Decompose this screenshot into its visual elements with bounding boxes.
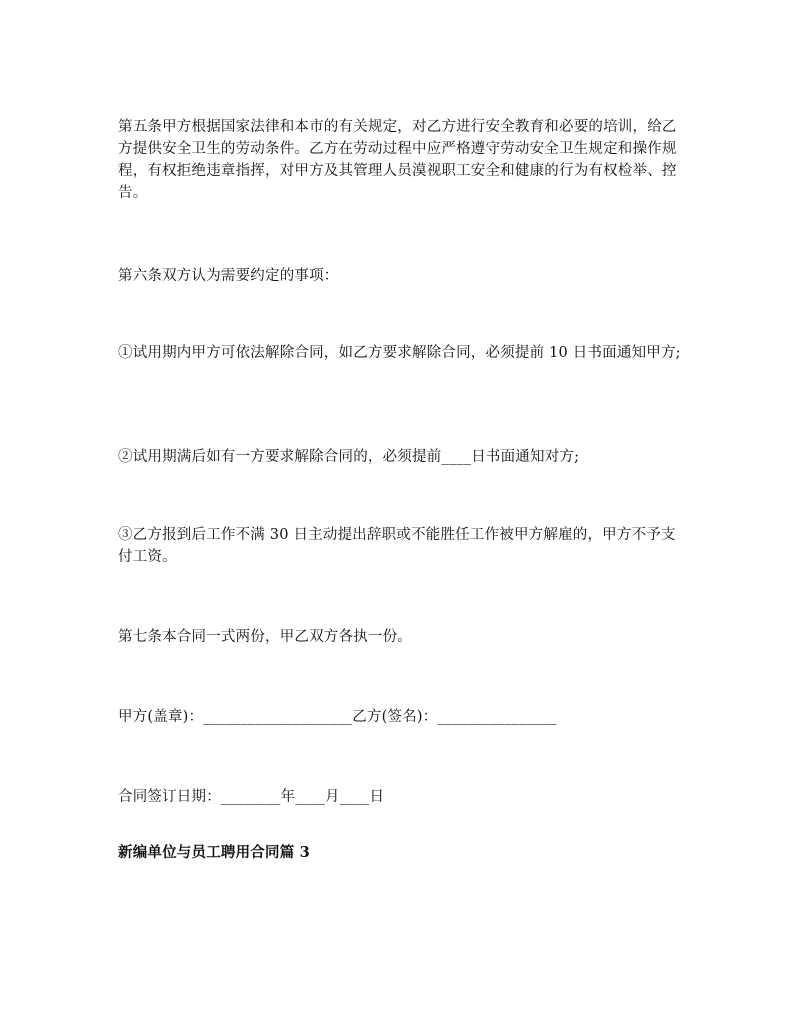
agreed-item-3: ③乙方报到后工作不满 30 日主动提出辞职或不能胜任工作被甲方解雇的，甲方不予支付工资。 xyxy=(118,527,676,565)
section-heading: 新编单位与员工聘用合同篇 3 xyxy=(118,844,310,861)
signing-date-line: 合同签订日期：________年____月____日 xyxy=(118,789,385,805)
signature-line: 甲方(盖章)：____________________乙方(签名)：________________ xyxy=(118,709,557,725)
article-5-paragraph: 第五条甲方根据国家法律和本市的有关规定，对乙方进行安全教育和必要的培训，给乙方提供安全卫生的劳动条件。乙方在劳动过程中应严格遵守劳动安全卫生规定和操作规程，有权拒绝违章指挥，对甲方及其管理人员漠视职工安全和健康的行为有权检举、控告。 xyxy=(118,119,677,201)
article-6-paragraph: 第六条双方认为需要约定的事项： xyxy=(118,268,339,284)
article-7-paragraph: 第七条本合同一式两份，甲乙双方各执一份。 xyxy=(118,629,412,645)
agreed-item-1: ①试用期内甲方可依法解除合同，如乙方要求解除合同，必须提前 10 日书面通知甲方; xyxy=(118,345,681,361)
agreed-item-2: ②试用期满后如有一方要求解除合同的，必须提前____日书面通知对方; xyxy=(118,449,580,465)
